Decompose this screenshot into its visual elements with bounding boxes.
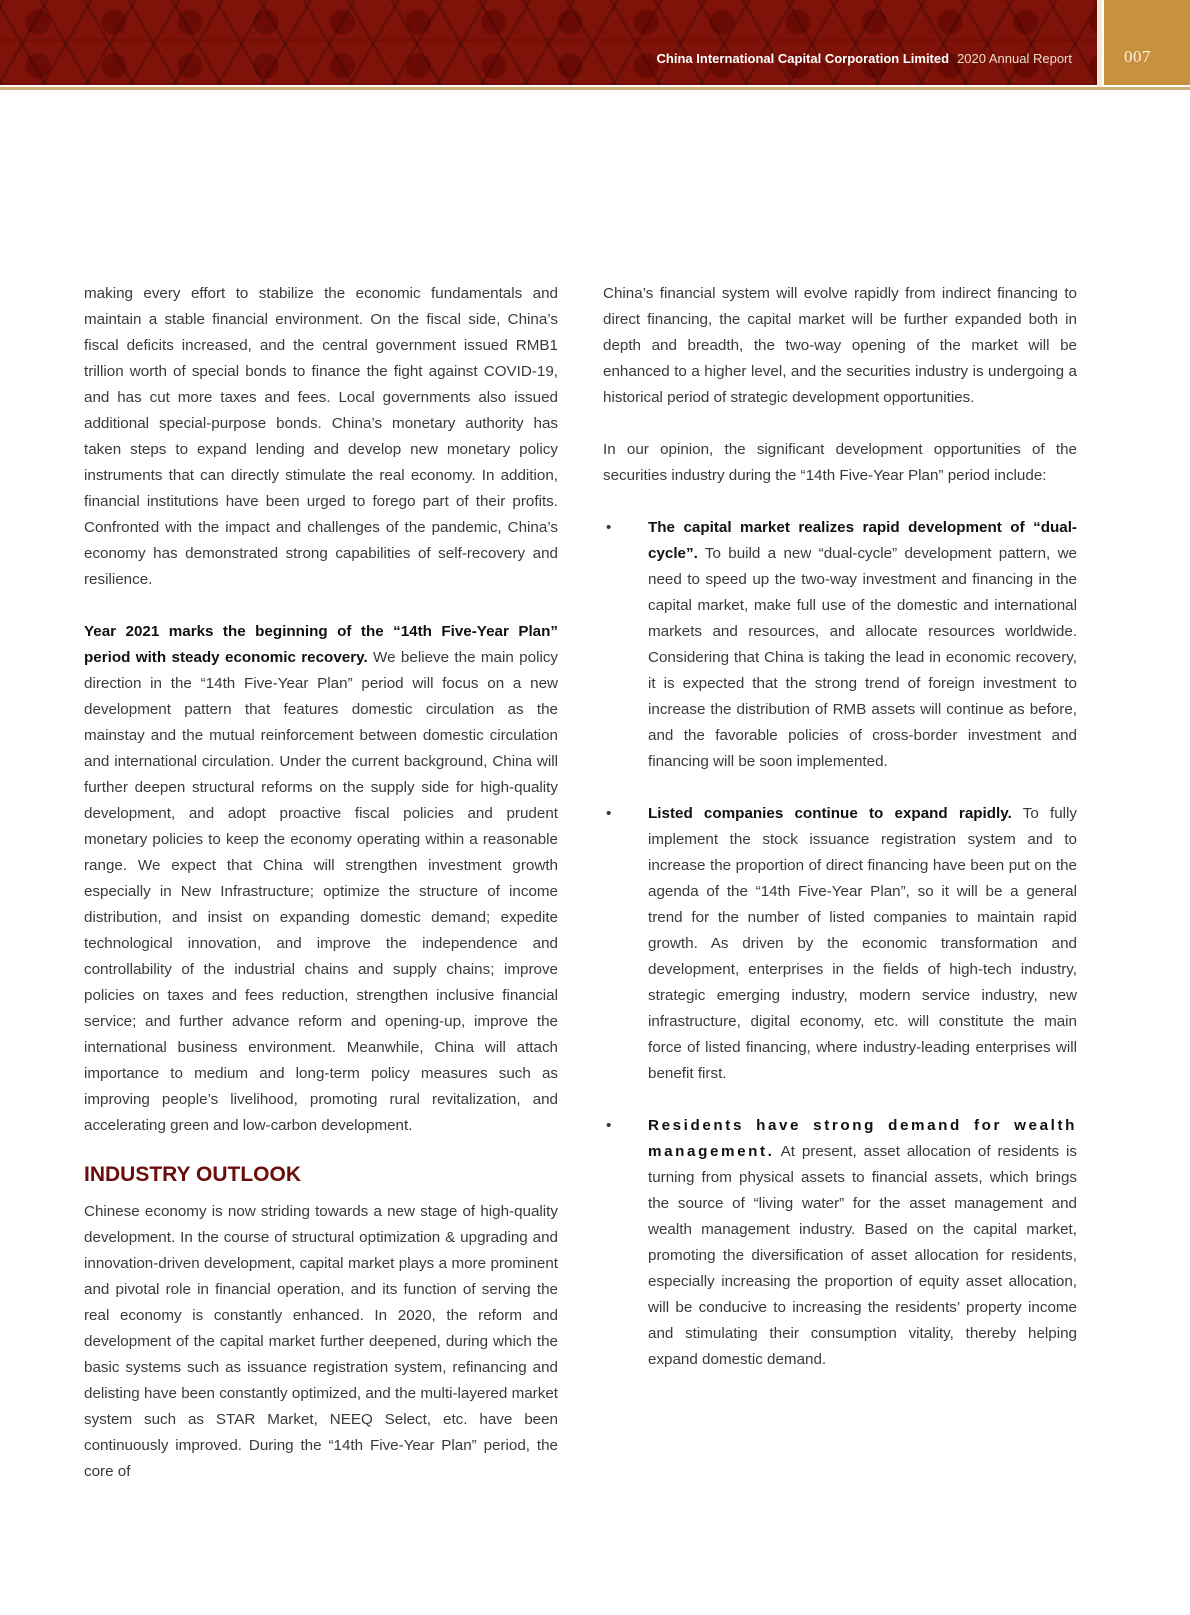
section-heading: INDUSTRY OUTLOOK	[84, 1163, 302, 1186]
bullet-body: To fully implement the stock issuance registration system and to increase the proportion of direct financing have been put on the agenda of the “14th Five-Year Plan”, so it will be a general trend for the number of listed companies to maintain rapid growth. As driven by the economic transformation and development, enterprises in the fields of high-tech industry, strategic emerging industry, modern service industry, new infrastructure, digital economy, etc. will constitute the main force of listed financing, where industry-leading enterprises will benefit first.	[648, 805, 1077, 1082]
bullet-item	[603, 801, 1077, 1087]
report-title: 2020 Annual Report	[957, 51, 1072, 66]
bullet-text	[648, 515, 1077, 775]
bullet-icon: •	[606, 805, 612, 822]
bullet-body: To build a new “dual-cycle” development pattern, we need to speed up the two-way investment and financing in the capital market, make full use of the domestic and international markets and resources, and allocate resources worldwide. Considering that China is taking the lead in economic recovery, it is expected that the strong trend of foreign investment to increase the distribution of RMB assets will continue as before, and the favorable policies of cross-border investment and financing will be soon implemented.	[648, 545, 1077, 770]
paragraph: making every effort to stabilize the economic fundamentals and maintain a stable financial environment. On the fiscal side, China’s fiscal deficits increased, and the central government issued RMB1 trillion worth of special bonds to finance the fight against COVID-19, and has cut more taxes and fees. Local governments also issued additional special-purpose bonds. China’s monetary authority has taken steps to expand lending and develop new monetary policy instruments that can directly stimulate the real economy. In addition, financial institutions have been urged to forego part of their profits. Confronted with the impact and challenges of the pandemic, China’s economy has demonstrated strong capabilities of self-recovery and resilience.	[84, 285, 558, 588]
right-column	[603, 281, 1077, 1373]
paragraph	[84, 619, 558, 1139]
bullet-item	[603, 515, 1077, 775]
paragraph-lead: Year 2021 marks the beginning of the “14th Five-Year Plan” period with steady economic recovery.	[84, 623, 558, 666]
company-name: China International Capital Corporation Limited	[656, 51, 950, 66]
header-separator	[1097, 0, 1102, 87]
bullet-lead: Listed companies continue to expand rapidly.	[648, 805, 1012, 822]
bullet-icon: •	[606, 519, 612, 536]
bullet-text	[648, 801, 1077, 1087]
bullet-lead: Residents have strong demand for wealth management.	[648, 1117, 1077, 1160]
left-column	[84, 281, 558, 1485]
bullet-item	[603, 1113, 1077, 1373]
paragraph: In our opinion, the significant development opportunities of the securities industry during the “14th Five-Year Plan” period include:	[603, 441, 1077, 484]
bullet-text	[648, 1113, 1077, 1373]
paragraph: China’s financial system will evolve rapidly from indirect financing to direct financing, the capital market will be further expanded both in depth and breadth, the two-way opening of the market will be enhanced to a higher level, and the securities industry is undergoing a historical period of strategic development opportunities.	[603, 285, 1077, 406]
paragraph-body: We believe the main policy direction in the “14th Five-Year Plan” period will focus on a new development pattern that features domestic circulation as the mainstay and the mutual reinforcement between domestic circulation and international circulation. Under the current background, China will further deepen structural reforms on the supply side for high-quality development, and adopt proactive fiscal policies and prudent monetary policies to keep the economy operating within a reasonable range. We expect that China will strengthen investment growth especially in New Infrastructure; optimize the structure of income distribution, and insist on expanding domestic demand; expedite technological innovation, and improve the independence and controllability of the industrial chains and supply chains; improve policies on taxes and fees reduction, strengthen inclusive financial service; and further advance reform and opening-up, improve the international business environment. Meanwhile, China will attach importance to medium and long-term policy measures such as improving people’s livelihood, promoting rural revitalization, and accelerating green and low-carbon development.	[84, 649, 559, 1134]
paragraph: Chinese economy is now striding towards a new stage of high-quality development. In the course of structural optimization & upgrading and innovation-driven development, capital market plays a more prominent and pivotal role in financial operation, and its function of serving the real economy is constantly enhanced. In 2020, the reform and development of the capital market further deepened, during which the basic systems such as issuance registration system, refinancing and delisting have been constantly optimized, and the multi-layered market system such as STAR Market, NEEQ Select, etc. have been continuously improved. During the “14th Five-Year Plan” period, the core of	[84, 1203, 558, 1480]
page-number-box	[1104, 0, 1190, 85]
bullet-body: At present, asset allocation of residents is turning from physical assets to financial assets, which brings the source of “living water” for the asset management and wealth management industry. Based on the capital market, promoting the diversification of asset allocation for residents, especially increasing the proportion of equity asset allocation, will be conducive to increasing the residents’ property income and stimulating their consumption vitality, thereby helping expand domestic demand.	[648, 1143, 1077, 1368]
header-rule	[0, 87, 1190, 90]
page-number: 007	[1124, 47, 1151, 66]
bullet-lead: The capital market realizes rapid development of “dual-cycle”.	[648, 519, 1077, 562]
page-header	[0, 0, 1190, 90]
patterned-header-band	[0, 0, 1097, 85]
running-header	[657, 51, 1072, 66]
bullet-list	[603, 515, 1077, 1373]
bullet-icon: •	[606, 1117, 612, 1134]
